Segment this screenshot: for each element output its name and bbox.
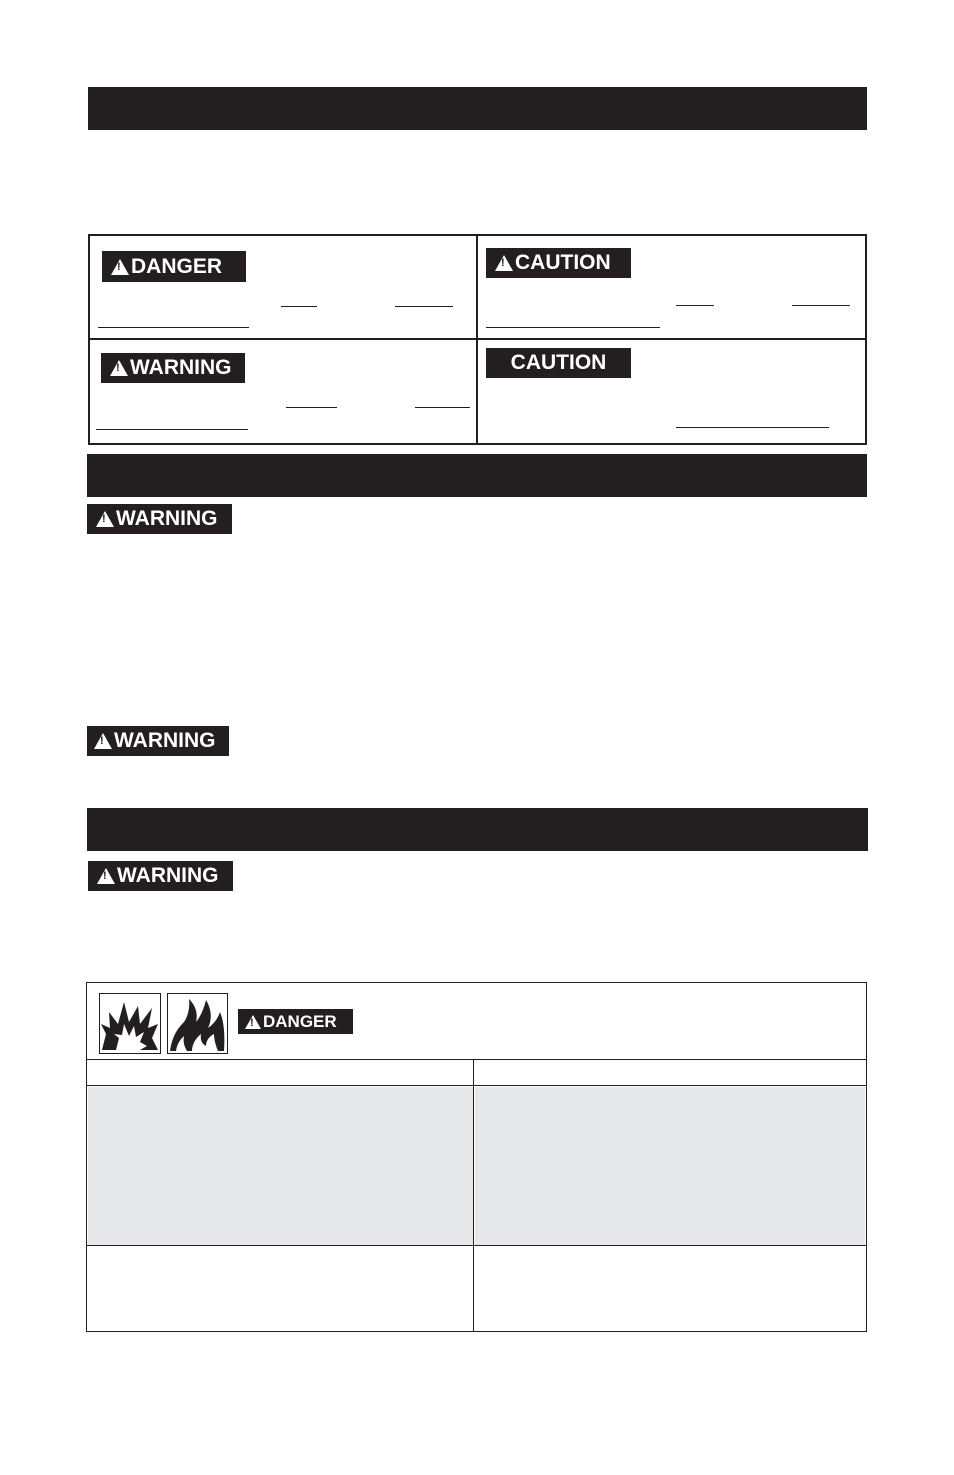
warning-underline-1 xyxy=(286,407,337,408)
explosion-icon-graphic xyxy=(100,994,159,1052)
caution-label: CAUTION xyxy=(515,251,611,274)
signal-word-box-divider-v xyxy=(476,236,478,444)
warning-triangle-icon xyxy=(110,360,128,376)
warning-label: WARNING xyxy=(114,729,216,752)
table-column-divider xyxy=(473,1060,474,1331)
caution-badge-with-symbol xyxy=(486,248,631,278)
table-header-top-line xyxy=(87,1059,866,1060)
warning-badge xyxy=(101,353,245,383)
explosion-icon xyxy=(99,993,161,1054)
section-header-bar-1 xyxy=(88,87,867,130)
warning-badge-4 xyxy=(88,861,233,891)
danger-label: DANGER xyxy=(131,254,223,278)
caution-underline-3 xyxy=(486,327,660,328)
fire-icon xyxy=(167,993,228,1054)
danger-underline-2 xyxy=(395,306,453,307)
caution-underline-1 xyxy=(676,305,714,306)
danger-badge xyxy=(102,251,246,282)
table-header-bottom-line xyxy=(87,1085,866,1086)
warning-triangle-icon xyxy=(96,511,114,527)
danger-label: DANGER xyxy=(263,1011,337,1031)
table-row-divider xyxy=(87,1245,866,1246)
table-danger-badge xyxy=(238,1009,353,1034)
table-row-1-left-cell xyxy=(88,1087,473,1245)
warning-triangle-icon xyxy=(245,1015,261,1029)
warning-badge-3 xyxy=(87,726,229,756)
caution-badge-no-symbol xyxy=(486,348,631,378)
signal-word-box-divider-h xyxy=(89,338,866,340)
warning-underline-2 xyxy=(415,407,470,408)
warning-badge-2 xyxy=(87,504,232,534)
section-header-bar-2 xyxy=(87,454,867,497)
caution-label: CAUTION xyxy=(510,351,607,374)
warning-label: WARNING xyxy=(117,864,219,887)
caution-nosymbol-underline xyxy=(676,427,829,428)
warning-triangle-icon xyxy=(94,733,112,749)
danger-underline-3 xyxy=(98,327,249,328)
warning-underline-3 xyxy=(96,429,248,430)
caution-underline-2 xyxy=(792,305,850,306)
warning-label: WARNING xyxy=(116,507,218,530)
warning-triangle-icon xyxy=(495,255,513,271)
danger-underline-1 xyxy=(281,306,317,307)
table-row-1-right-cell xyxy=(475,1087,865,1245)
warning-triangle-icon xyxy=(97,868,115,884)
section-header-bar-3 xyxy=(87,808,868,851)
warning-triangle-icon xyxy=(111,259,129,275)
fire-icon-graphic xyxy=(168,994,226,1052)
warning-label: WARNING xyxy=(130,356,232,379)
